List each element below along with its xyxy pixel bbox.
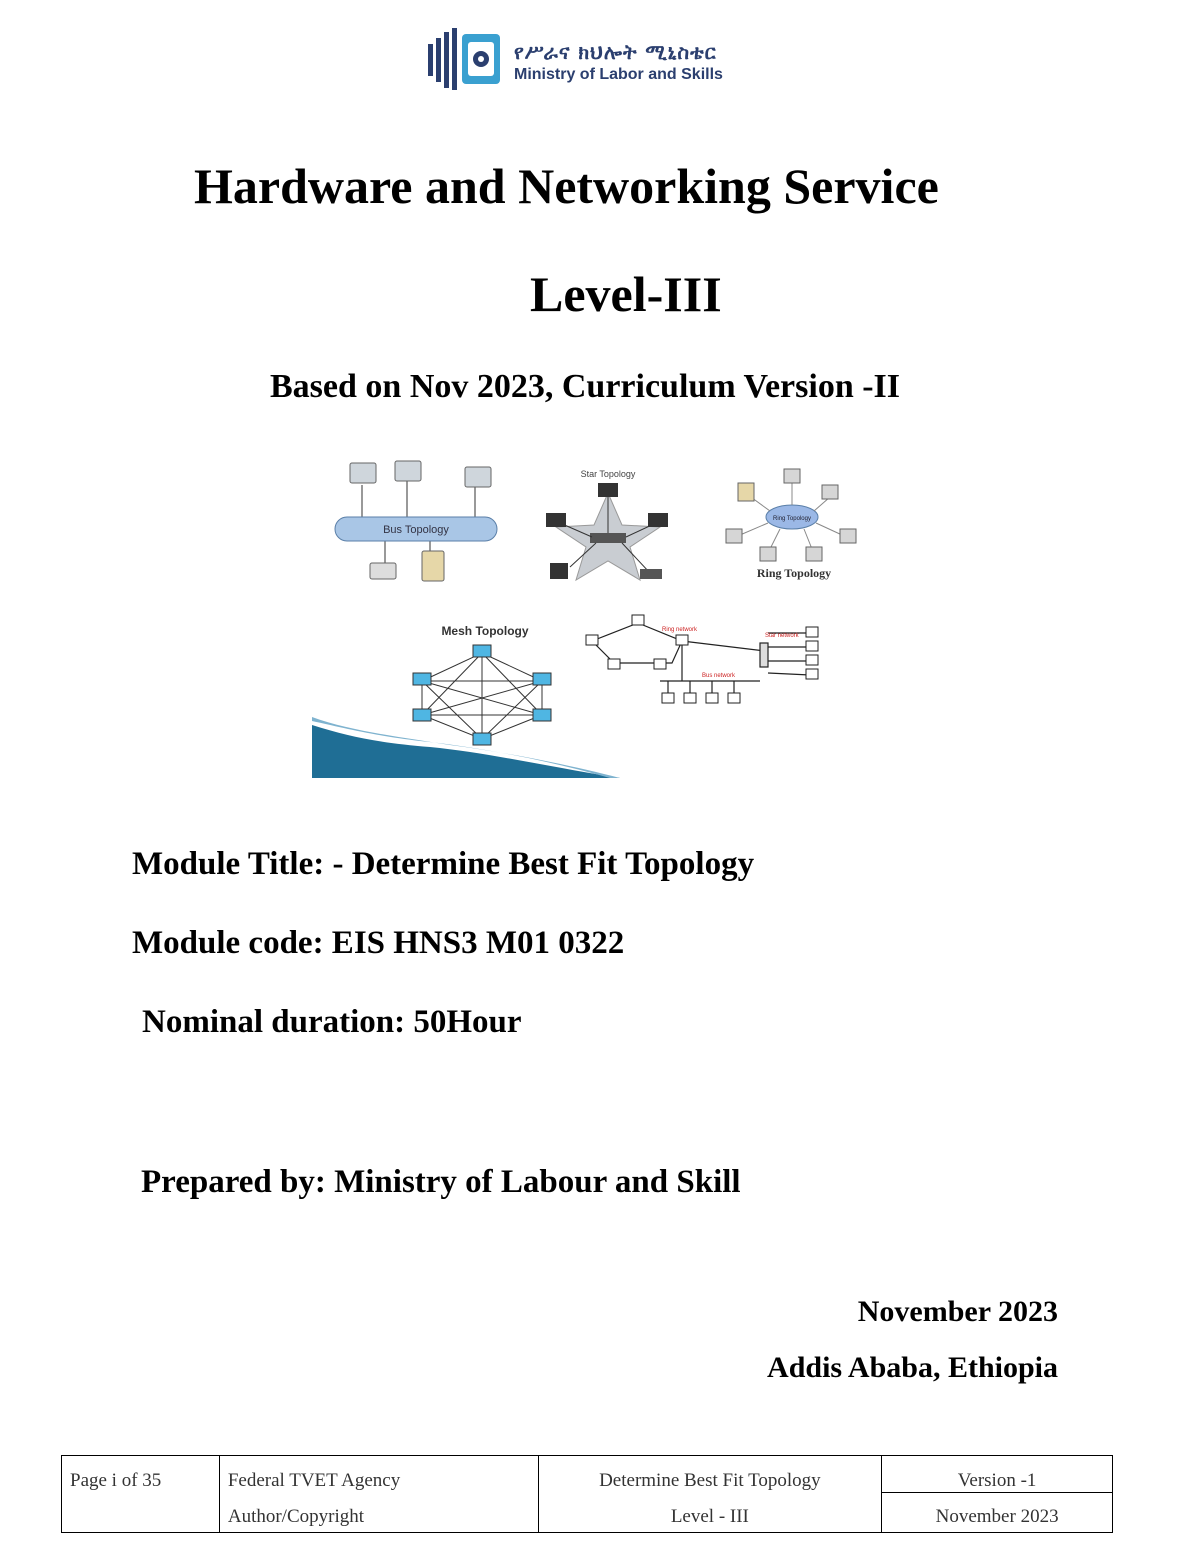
bus-topology-label: Bus Topology <box>383 524 449 536</box>
footer-date: November 2023 <box>935 1506 1059 1527</box>
ministry-emblem-icon <box>426 28 506 90</box>
mesh-topology-label: Mesh Topology <box>441 624 529 638</box>
hybrid-ring-label: Ring network <box>662 627 698 633</box>
mesh-topology-diagram <box>413 624 551 745</box>
ministry-logo <box>426 28 776 94</box>
nominal-duration: Nominal duration: 50Hour <box>142 1004 522 1040</box>
ring-topology-diagram <box>726 469 856 580</box>
publication-date: November 2023 <box>857 1295 1058 1328</box>
footer-level: Level - III <box>670 1506 749 1527</box>
module-code: Module code: EIS HNS3 M01 0322 <box>132 925 625 961</box>
star-topology-diagram <box>546 469 668 580</box>
footer-module-name: Determine Best Fit Topology <box>599 1470 821 1491</box>
ministry-name-amharic: የሥራና ክህሎት ሚኒስቴር <box>514 40 717 64</box>
topology-collage-image <box>310 455 870 780</box>
footer-divider <box>882 1492 1112 1493</box>
footer-author: Author/Copyright <box>227 1506 365 1527</box>
publication-place: Addis Ababa, Ethiopia <box>767 1351 1058 1384</box>
footer-version: Version -1 <box>957 1470 1037 1491</box>
cover-level: Level-III <box>530 266 722 322</box>
footer-agency: Federal TVET Agency <box>227 1470 401 1491</box>
ring-center-label: Ring Topology <box>773 516 811 522</box>
ministry-name-english: Ministry of Labor and Skills <box>514 66 723 83</box>
ring-topology-label: Ring Topology <box>756 566 832 580</box>
hybrid-bus-label: Bus network <box>702 673 736 679</box>
star-topology-label: Star Topology <box>580 469 636 479</box>
module-title: Module Title: - Determine Best Fit Topology <box>132 846 755 882</box>
prepared-by: Prepared by: Ministry of Labour and Skill <box>141 1164 741 1200</box>
page-footer <box>61 1455 1113 1533</box>
bus-topology-diagram <box>335 461 497 581</box>
cover-title: Hardware and Networking Service <box>194 158 939 214</box>
page-number: Page i of 35 <box>70 1470 162 1491</box>
hybrid-star-label: Star network <box>765 633 799 639</box>
curriculum-line: Based on Nov 2023, Curriculum Version -II <box>270 368 901 405</box>
